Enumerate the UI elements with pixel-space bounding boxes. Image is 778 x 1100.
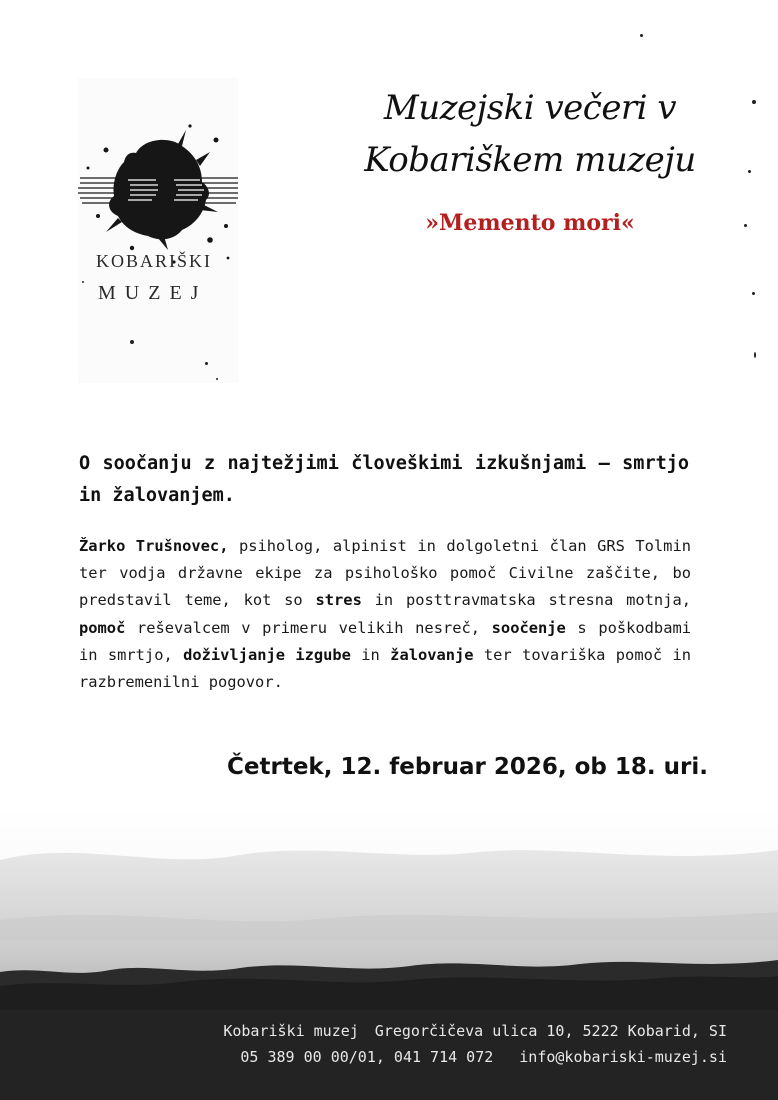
speck <box>744 224 747 227</box>
footer-address: Gregorčičeva ulica 10, 5222 Kobarid, SI <box>374 1022 727 1040</box>
footer-line-2 <box>240 1048 727 1066</box>
event-date: Četrtek, 12. februar 2026, ob 18. uri. <box>227 754 708 780</box>
speck <box>640 34 643 37</box>
keyword-pomoc: pomoč <box>79 618 126 637</box>
speck <box>130 340 134 344</box>
text-segment: psiholog, alpinist in dolgoletni član GRS Tolmin ter vodja državne ekipe za psihološko pomoč Civilne zaščite, bo predstavil teme, kot so <box>79 537 691 610</box>
speck <box>748 170 751 173</box>
event-subtitle: »Memento mori« <box>425 210 635 236</box>
text-segment: reševalcem v primeru velikih nesreč, <box>125 618 492 637</box>
speck <box>752 292 755 295</box>
text-segment: in <box>350 645 391 664</box>
event-title-line1: Muzejski večeri v <box>383 88 677 128</box>
keyword-soocenje: soočenje <box>491 618 566 637</box>
footer-line-1 <box>223 1022 727 1040</box>
footer-phones: 05 389 00 00/01, 041 714 072 <box>240 1048 494 1066</box>
footer-museum-name: Kobariški muzej <box>223 1022 359 1040</box>
text-segment: in posttravmatska stresna motnja, <box>361 591 691 610</box>
speck <box>216 378 218 380</box>
speck <box>205 362 208 365</box>
description-paragraph <box>79 533 691 696</box>
text-segment: ter tovariška pomoč in razbremenilni pogovor. <box>79 645 691 692</box>
museum-logo <box>78 78 238 383</box>
footer-email[interactable]: info@kobariski-muzej.si <box>519 1048 727 1066</box>
speaker-name: Žarko Trušnovec, <box>79 537 229 555</box>
speck <box>752 100 756 104</box>
keyword-zalovanje: žalovanje <box>390 645 474 664</box>
speck <box>82 281 84 283</box>
event-title-line2: Kobariškem muzeju <box>364 140 696 180</box>
logo-text-line2: MUZEJ <box>98 282 208 304</box>
event-title <box>330 82 730 186</box>
logo-text-line1: KOBARIŠKI <box>96 251 213 271</box>
keyword-izgube: doživljanje izgube <box>183 645 351 664</box>
speck <box>754 352 756 358</box>
keyword-stres: stres <box>315 591 362 610</box>
text-segment: s poškodbami in smrtjo, <box>79 618 691 664</box>
lead-heading: O soočanju z najtežjimi človeškimi izkušnjami – smrtjo in žalovanjem. <box>79 453 689 506</box>
